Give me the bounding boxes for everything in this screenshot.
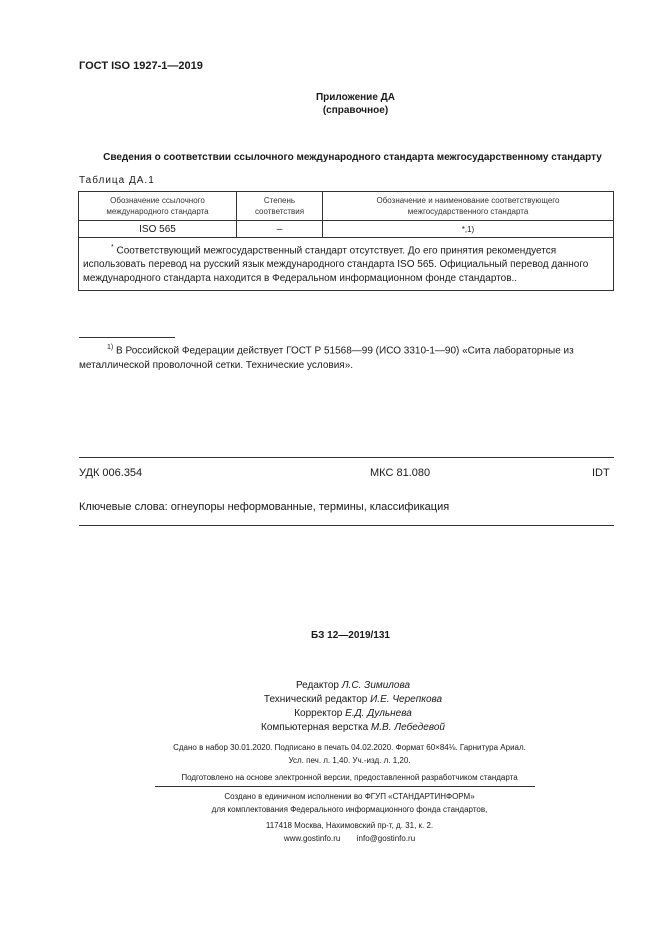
credit-name: И.Е. Черепкова (370, 694, 443, 705)
web-line (38, 832, 661, 845)
publisher-line: для комплектования Федерального информационного фонда стандартов, (211, 805, 488, 814)
correspondence-table (78, 191, 614, 291)
cell-ref: ISO 565 (79, 221, 237, 238)
table-header-row (79, 192, 614, 221)
footnote-marker: 1) (107, 344, 114, 351)
cell-national: *,1) (323, 221, 614, 238)
credit-role: Компьютерная верстка (261, 722, 369, 733)
print-line: Сдано в набор 30.01.2020. Подписано в печать 04.02.2020. Формат 60×84⅛. Гарнитура Ариал. (173, 743, 526, 752)
appendix-subtitle: (справочное) (322, 105, 389, 116)
email-link[interactable]: info@gostinfo.ru (356, 834, 416, 843)
divider-top (79, 457, 614, 458)
credit-name: М.В. Лебедевой (370, 722, 445, 733)
degree-code: IDT (592, 467, 610, 479)
publisher-line: 117418 Москва, Нахимовский пр-т, д. 31, к. 2. (265, 821, 434, 830)
prepared-note (0, 771, 661, 784)
credit-role: Редактор (295, 680, 339, 691)
column-header-degree: Степень соответствия (237, 192, 323, 221)
column-header-ref: Обозначение ссылочного международного стандарта (79, 192, 237, 221)
mks-code: МКС 81.080 (370, 467, 431, 479)
footnote-divider (79, 337, 175, 338)
appendix-title: Приложение ДА (315, 92, 396, 103)
credit-line (45, 679, 661, 693)
keywords: Ключевые слова: огнеупоры неформованные, термины, классификация (79, 501, 450, 513)
prepared-text: Подготовлено на основе электронной версии, предоставленной разработчиком стандарта (181, 773, 518, 782)
footnote-text: В Российской Федерации действует ГОСТ Р 51568—99 (ИСО 3310-1—90) «Сита лабораторные из металлической проволочной сетки. Технические условия». (79, 345, 574, 372)
credit-line (45, 707, 661, 721)
table-note-row (79, 238, 614, 291)
column-header-national: Обозначение и наименование соответствующего межгосударственного стандарта (323, 192, 614, 221)
divider-bottom (79, 525, 614, 526)
note-marker: * (111, 244, 114, 251)
document-header: ГОСТ ISO 1927-1—2019 (79, 60, 203, 72)
print-line: Усл. печ. л. 1,40. Уч.-изд. л. 1,20. (288, 756, 411, 765)
table-caption: Таблица ДА.1 (79, 175, 155, 186)
note-text: Соответствующий межгосударственный стандарт отсутствует. До его принятия рекомендуется использовать перевод на русский язык международного стандарта ISO 565. Официальный перевод данного международного стандарта находится в Федеральном информационном фонде стандартов.. (83, 245, 589, 285)
credit-role: Корректор (294, 708, 343, 719)
credits-block (0, 679, 661, 735)
credit-line (45, 721, 661, 735)
website-link[interactable]: www.gostinfo.ru (283, 834, 341, 843)
credit-name: Е.Д. Дульнева (345, 708, 412, 719)
cell-degree: – (237, 221, 323, 238)
bz-number: БЗ 12—2019/131 (311, 630, 390, 641)
credit-line (45, 693, 661, 707)
section-heading: Сведения о соответствии ссылочного международного стандарта межгосударственному стандарту (103, 152, 602, 163)
table-row (79, 221, 614, 238)
publisher-block (0, 790, 661, 845)
footnote (79, 340, 614, 373)
credit-name: Л.С. Зимилова (341, 680, 411, 691)
udc-code: УДК 006.354 (79, 467, 143, 479)
publisher-line: Создано в единичном исполнении во ФГУП «СТАНДАРТИНФОРМ» (224, 792, 475, 801)
publisher-divider (155, 786, 535, 787)
table-note (79, 238, 614, 291)
credit-role: Технический редактор (263, 694, 368, 705)
print-info (0, 741, 661, 767)
